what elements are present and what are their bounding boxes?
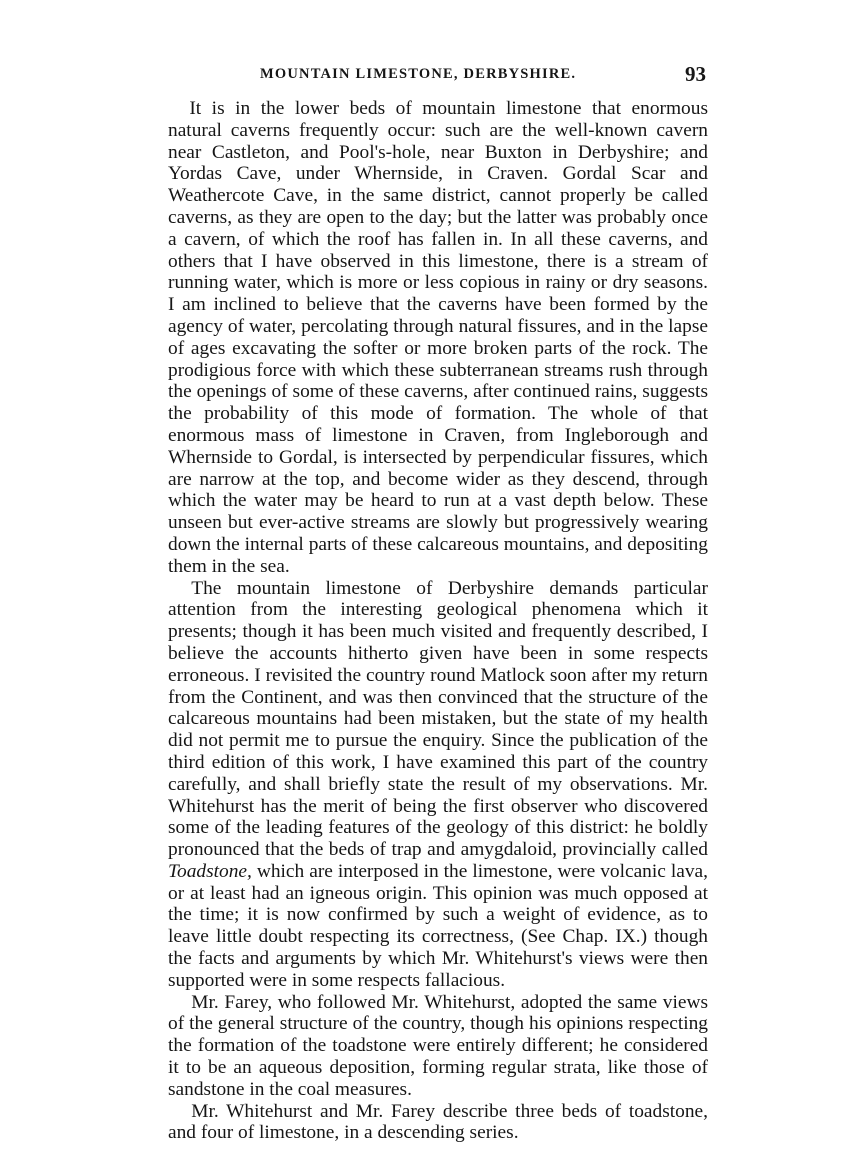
toadstone-term: Toadstone,	[168, 860, 252, 882]
running-head	[168, 62, 708, 90]
body-text	[168, 98, 708, 1144]
page-number: 93	[685, 62, 706, 86]
paragraph-derbyshire	[168, 578, 708, 992]
paragraph-derbyshire-text-after: which are interposed in the limestone, were volcanic lava, or at least had an igneous origin. This opinion was much opposed at the time; it is now confirmed by such a weight of evidence, as to leave little doubt respecting its correctness, (See Chap. IX.) though the facts and arguments by which Mr. Whitehurst's views were then supported were in some respects fallacious.	[168, 860, 708, 991]
paragraph-beds: Mr. Whitehurst and Mr. Farey describe three beds of toadstone, and four of limestone, in a descending series.	[168, 1100, 708, 1144]
running-title: MOUNTAIN LIMESTONE, DERBYSHIRE.	[260, 66, 577, 82]
paragraph-farey: Mr. Farey, who followed Mr. Whitehurst, adopted the same views of the general structure of the country, though his opinions respecting the formation of the toadstone were entirely different; he considered it to be an aqueous deposition, forming regular strata, like those of sandstone in the coal measures.	[168, 991, 708, 1100]
paragraph-derbyshire-text-before: The mountain limestone of Derbyshire demands particular attention from the interesting geological phenomena which it presents; though it has been much visited and frequently described, I believe the accounts hitherto given have been in some respects erroneous. I revisited the country round Matlock soon after my return from the Continent, and was then convinced that the structure of the calcareous mountains had been mistaken, but the state of my health did not permit me to pursue the enquiry. Since the publication of the third edition of this work, I have examined this part of the country carefully, and shall briefly state the result of my observations. Mr. Whitehurst has the merit of being the first observer who discovered some of the leading features of the geology of this district: he boldly pronounced that the beds of trap and amygdaloid, provincially called	[168, 577, 708, 861]
paragraph-caverns: It is in the lower beds of mountain limestone that enormous natural caverns frequently occur: such are the well-known cavern near Castleton, and Pool's-hole, near Buxton in Derbyshire; and Yordas Cave, under Whernside, in Craven. Gordal Scar and Weathercote Cave, in the same district, cannot properly be called caverns, as they are open to the day; but the latter was probably once a cavern, of which the roof has fallen in. In all these caverns, and others that I have observed in this limestone, there is a stream of running water, which is more or less copious in rainy or dry seasons. I am inclined to believe that the caverns have been formed by the agency of water, percolating through natural fissures, and in the lapse of ages excavating the softer or more broken parts of the rock. The prodigious force with which these subterranean streams rush through the openings of some of these caverns, after continued rains, suggests the probability of this mode of formation. The whole of that enormous mass of limestone in Craven, from Ingleborough and Whernside to Gordal, is intersected by perpendicular fissures, which are narrow at the top, and become wider as they descend, through which the water may be heard to run at a vast depth below. These unseen but ever-active streams are slowly but progressively wearing down the internal parts of these calcareous mountains, and depositing them in the sea.	[168, 98, 708, 577]
